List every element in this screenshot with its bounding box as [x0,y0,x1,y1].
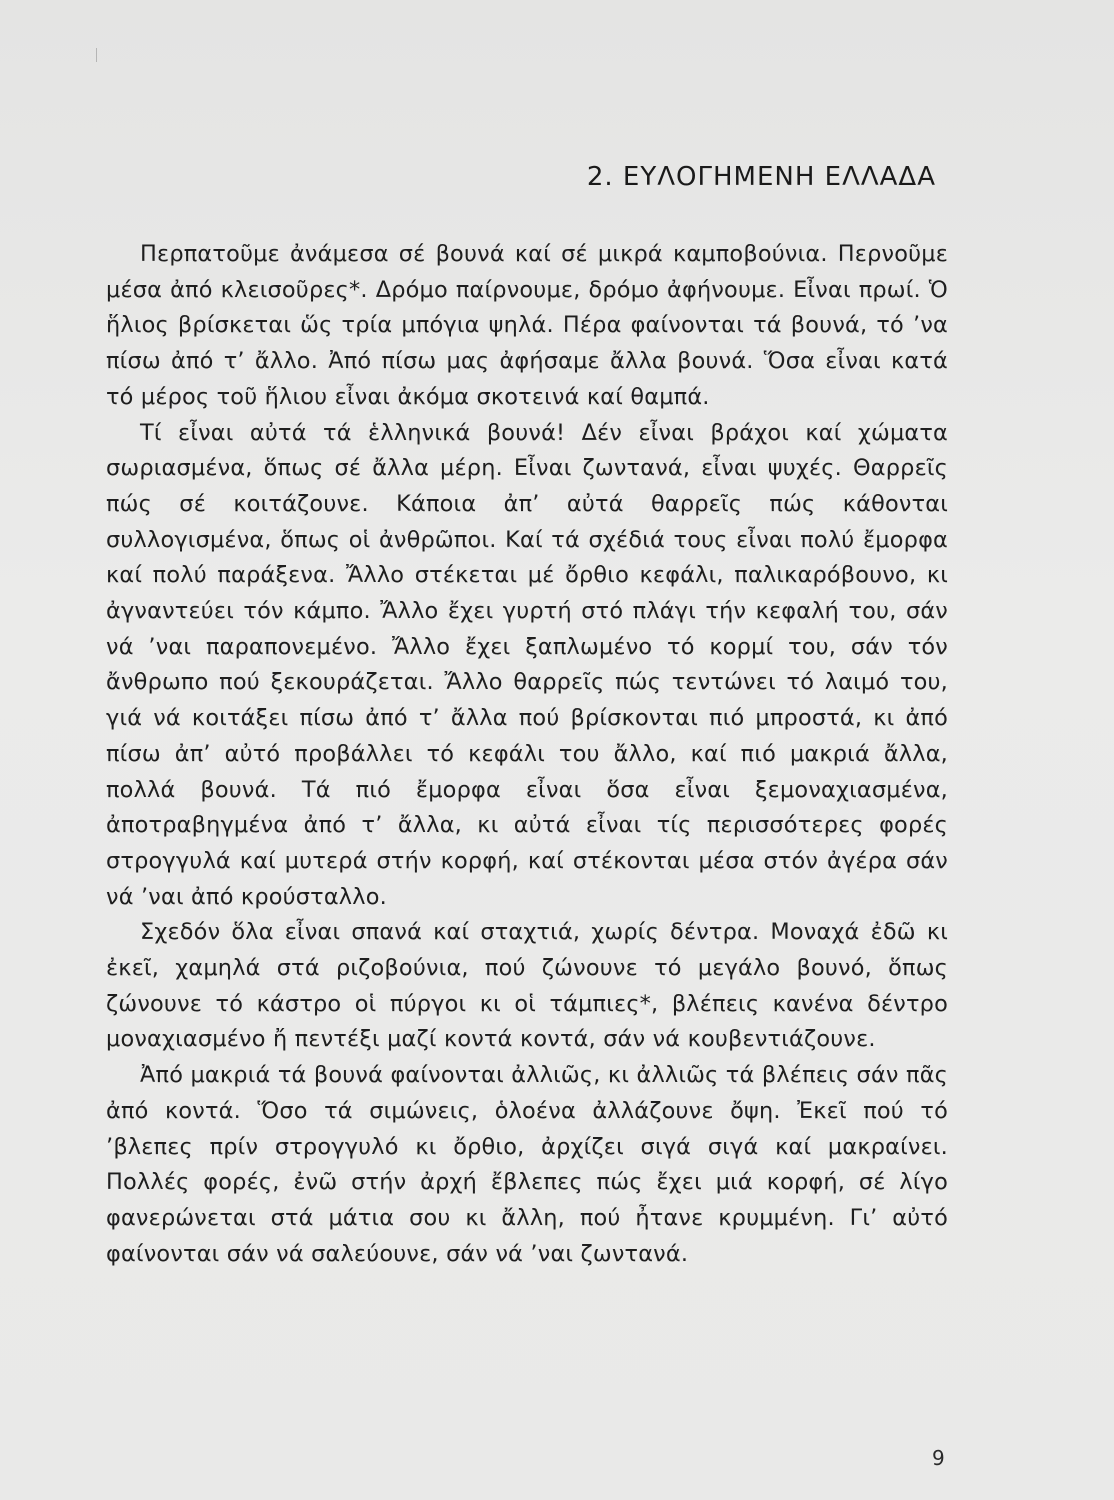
paragraph-2: Τί εἶναι αὐτά τά ἑλληνικά βουνά! Δέν εἶναι βράχοι καί χώματα σωριασμένα, ὅπως σέ ἄλλα μέρη. Εἶναι ζωντανά, εἶναι ψυχές. Θαρρεῖς πώς σέ κοιτάζουνε. Κάποια ἀπ’ αὐτά θαρρεῖς πώς κάθονται συλλογισμένα, ὅπως οἱ ἀνθρῶποι. Καί τά σχέδιά τους εἶναι πολύ ἔμορφα καί πολύ παράξενα. Ἄλλο στέκεται μέ ὄρθιο κεφάλι, παλικαρόβουνο, κι ἀγναντεύει τόν κάμπο. Ἄλλο ἔχει γυρτή στό πλάγι τήν κεφαλή του, σάν νά ’ναι παραπονεμένο. Ἄλλο ἔχει ξαπλωμένο τό κορμί του, σάν τόν ἄνθρωπο πού ξεκουράζεται. Ἄλλο θαρρεῖς πώς τεντώνει τό λαιμό του, γιά νά κοιτάξει πίσω ἀπό τ’ ἄλλα πού βρίσκονται πιό μπροστά, κι ἀπό πίσω ἀπ’ αὐτό προβάλλει τό κεφάλι του ἄλλο, καί πιό μακριά ἄλλα, πολλά βουνά. Τά πιό ἔμορφα εἶναι ὅσα εἶναι ξεμοναχιασμένα, ἀποτραβηγμένα ἀπό τ’ ἄλλα, κι αὐτά εἶναι τίς περισσότερες φορές στρογγυλά καί μυτερά στήν κορφή, καί στέκονται μέσα στόν ἀγέρα σάν νά ’ναι ἀπό κρούσταλλο. [106,419,948,910]
body-text [106,237,948,1272]
page-number: 9 [932,1446,945,1470]
paragraph-3: Σχεδόν ὅλα εἶναι σπανά καί σταχτιά, χωρίς δέντρα. Μοναχά ἐδῶ κι ἐκεῖ, χαμηλά στά ριζοβούνια, πού ζώνουνε τό μεγάλο βουνό, ὅπως ζώνουνε τό κάστρο οἱ πύργοι κι οἱ τάμπιες*, βλέπεις κανένα δέντρο μοναχιασμένο ἤ πεντέξι μαζί κοντά κοντά, σάν νά κουβεντιάζουνε. [106,919,948,1053]
paragraph-4: Ἀπό μακριά τά βουνά φαίνονται ἀλλιῶς, κι ἀλλιῶς τά βλέπεις σάν πᾶς ἀπό κοντά. Ὅσο τά σιμώνεις, ὁλοένα ἀλλάζουνε ὄψη. Ἐκεῖ πού τό ’βλεπες πρίν στρογγυλό κι ὄρθιο, ἀρχίζει σιγά σιγά καί μακραίνει. Πολλές φορές, ἐνῶ στήν ἀρχή ἔβλεπες πώς ἔχει μιά κορφή, σέ λίγο φανερώνεται στά μάτια σου κι ἄλλη, πού ἦτανε κρυμμένη. Γι’ αὐτό φαίνονται σάν νά σαλεύουνε, σάν νά ’ναι ζωντανά. [106,1062,948,1267]
scan-mark [96,48,97,62]
paragraph-1: Περπατοῦμε ἀνάμεσα σέ βουνά καί σέ μικρά καμποβούνια. Περνοῦμε μέσα ἀπό κλεισοῦρες*. Δρόμο παίρνουμε, δρόμο ἀφήνουμε. Εἶναι πρωί. Ὁ ἥλιος βρίσκεται ὥς τρία μπόγια ψηλά. Πέρα φαίνονται τά βουνά, τό ’να πίσω ἀπό τ’ ἄλλο. Ἀπό πίσω μας ἀφήσαμε ἄλλα βουνά. Ὅσα εἶναι κατά τό μέρος τοῦ ἥλιου εἶναι ἀκόμα σκοτεινά καί θαμπά. [106,241,948,410]
chapter-title: 2. ΕΥΛΟΓΗΜΕΝΗ ΕΛΛΑΔΑ [586,162,936,192]
